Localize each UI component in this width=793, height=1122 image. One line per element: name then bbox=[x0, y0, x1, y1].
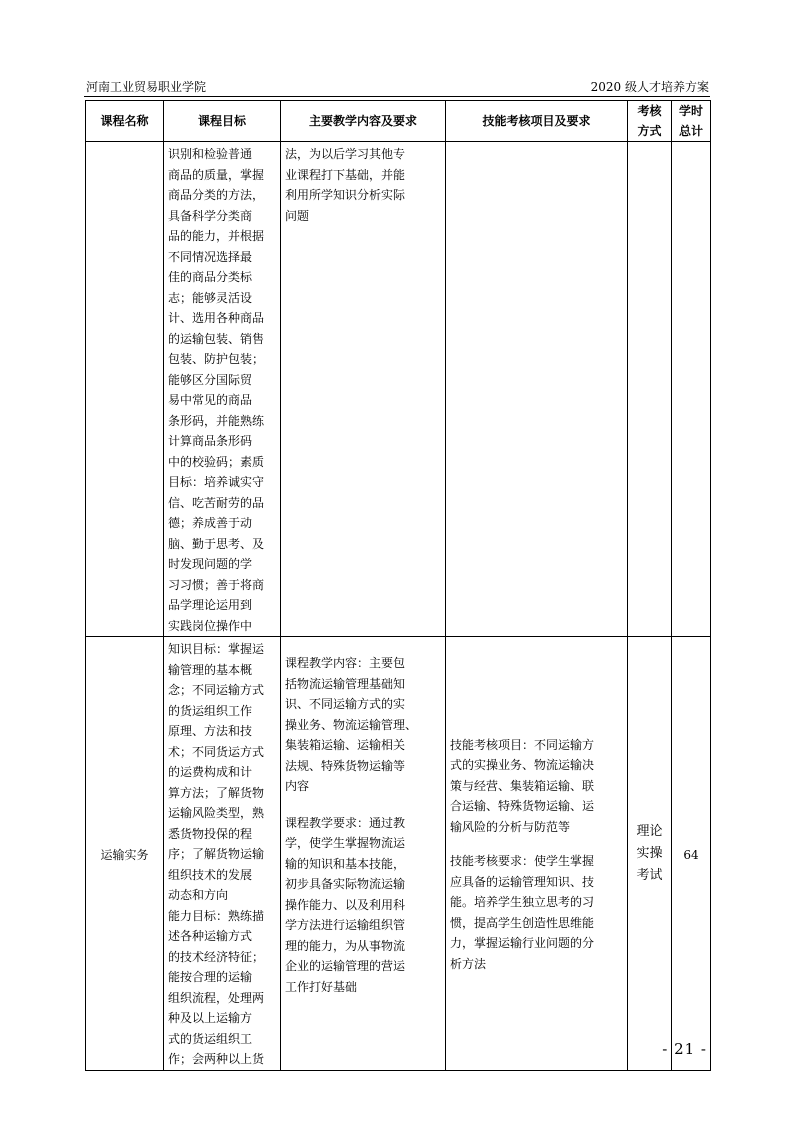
col-header-course-name: 课程名称 bbox=[86, 101, 164, 142]
assessment-method-cell bbox=[628, 142, 672, 637]
col-header-assessment-method: 考核 方式 bbox=[628, 101, 672, 142]
table-header-row bbox=[86, 101, 711, 142]
skill-items-text: 技能考核项目：不同运输方 式的实操业务、物流运输决 策与经营、集装箱运输、联 合运输、特殊货物运输、运 输风险的分析与防范等 bbox=[450, 737, 595, 834]
teaching-content-cell: 法，为以后学习其他专 业课程打下基础，并能 利用所学知识分析实际 问题 bbox=[281, 142, 446, 637]
table-row bbox=[86, 142, 711, 637]
page-number: - 21 - bbox=[662, 1040, 707, 1058]
teaching-requirement-text: 课程教学要求：通过教 学，使学生掌握物流运 输的知识和基本技能， 初步具备实际物流运输 操作能力、以及利用科 学方法进行运输组织管 理的能力，为从事物流 企业的运输管理的营运 工作打好基础 bbox=[285, 815, 406, 994]
assessment-method-cell: 理论 实操 考试 bbox=[628, 637, 672, 1071]
course-table bbox=[85, 100, 711, 1071]
col-header-total-hours: 学时 总计 bbox=[672, 101, 711, 142]
course-goal-cell: 识别和检验普通 商品的质量，掌握 商品分类的方法， 具备科学分类商 品的能力，并根据 不同情况选择最 佳的商品分类标 志；能够灵活设 计、选用各种商品 的运输包装、销售 包装、防护包装； 能够区分国际贸 易中常见的商品 条形码，并能熟练 计算商品条形码 中的校验码；素质 目标：培养诚实守 信、吃苦耐劳的品 德；养成善于动 脑、勤于思考、及 时发现问题的学 习习惯；善于将商 品学理论运用到 实践岗位操作中 bbox=[164, 142, 281, 637]
total-hours-cell bbox=[672, 142, 711, 637]
header-plan-title: 2020 级人才培养方案 bbox=[590, 80, 709, 94]
header-school-name: 河南工业贸易职业学院 bbox=[86, 80, 207, 94]
skill-assessment-cell bbox=[446, 637, 628, 1071]
table-row bbox=[86, 637, 711, 1071]
teaching-content-text: 课程教学内容：主要包 括物流运输管理基础知 识、不同运输方式的实 操业务、物流运输管理、 集装箱运输、运输相关 法规、特殊货物运输等 内容 bbox=[285, 656, 418, 793]
course-name-cell: 运输实务 bbox=[86, 637, 164, 1071]
skill-requirements-text: 技能考核要求：使学生掌握 应具备的运输管理知识、技 能。培养学生独立思考的习 惯，提高学生创造性思维能 力，掌握运输行业问题的分 析方法 bbox=[450, 854, 595, 971]
col-header-teaching-content: 主要教学内容及要求 bbox=[281, 101, 446, 142]
course-goal-cell: 知识目标：掌握运 输管理的基本概 念；不同运输方式 的货运组织工作 原理、方法和技 术；不同货运方式 的运费构成和计 算方法；了解货物 运输风险类型，熟 悉货物投保的程 序；了解货物运输 组织技术的发展 动态和方向 能力目标：熟练描 述各种运输方式 的技术经济特征； 能按合理的运输 组织流程，处理两 种及以上运输方 式的货运组织工 作；会两种以上货 bbox=[164, 637, 281, 1071]
teaching-content-cell bbox=[281, 637, 446, 1071]
header-divider bbox=[84, 96, 710, 97]
skill-assessment-cell bbox=[446, 142, 628, 637]
col-header-skill-assessment: 技能考核项目及要求 bbox=[446, 101, 628, 142]
total-hours-cell: 64 bbox=[672, 637, 711, 1071]
course-name-cell bbox=[86, 142, 164, 637]
col-header-course-goal: 课程目标 bbox=[164, 101, 281, 142]
